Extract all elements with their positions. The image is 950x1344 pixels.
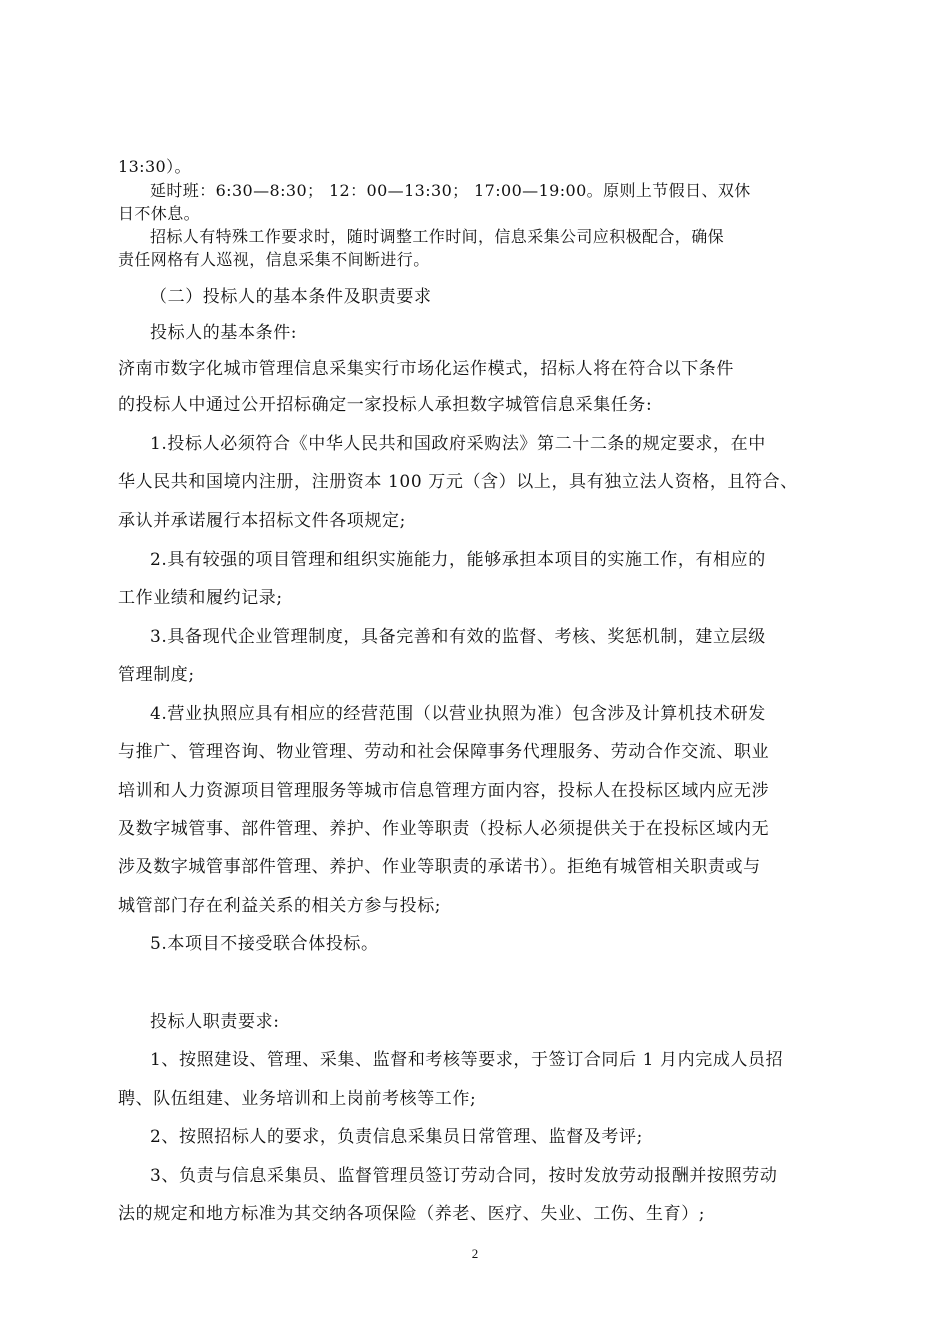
list-item-line: 法的规定和地方标准为其交纳各项保险（养老、医疗、失业、工伤、生育）;: [118, 1204, 706, 1224]
list-item-line: 培训和人力资源项目管理服务等城市信息管理方面内容，投标人在投标区域内应无涉: [118, 781, 770, 801]
list-item-line: 5.本项目不接受联合体投标。: [150, 934, 379, 954]
text-line: 延时班：6:30—8:30； 12：00—13:30； 17:00—19:00。原则上节假日、双休: [150, 181, 751, 200]
list-item-line: 4.营业执照应具有相应的经营范围（以营业执照为准）包含涉及计算机技术研发: [150, 704, 766, 724]
list-item-line: 涉及数字城管事部件管理、养护、作业等职责的承诺书）。拒绝有城管相关职责或与: [118, 857, 761, 877]
page-number: 2: [471, 1246, 479, 1261]
list-item-line: 华人民共和国境内注册，注册资本 100 万元（含）以上，具有独立法人资格，且符合、: [118, 472, 798, 492]
text-line: 的投标人中通过公开招标确定一家投标人承担数字城管信息采集任务:: [118, 395, 653, 415]
list-item-line: 1、按照建设、管理、采集、监督和考核等要求，于签订合同后 1 月内完成人员招: [150, 1050, 784, 1070]
list-item-line: 1.投标人必须符合《中华人民共和国政府采购法》第二十二条的规定要求，在中: [150, 434, 766, 454]
list-item-line: 3.具备现代企业管理制度，具备完善和有效的监督、考核、奖惩机制，建立层级: [150, 627, 766, 647]
subheading: 投标人的基本条件:: [150, 323, 298, 343]
text-line: 责任网格有人巡视，信息采集不间断进行。: [118, 250, 430, 269]
list-item-line: 工作业绩和履约记录;: [118, 588, 283, 608]
list-item-line: 3、负责与信息采集员、监督管理员签订劳动合同，按时发放劳动报酬并按照劳动: [150, 1166, 778, 1186]
text-line: 13:30）。: [118, 157, 191, 176]
list-item-line: 聘、队伍组建、业务培训和上岗前考核等工作;: [118, 1089, 477, 1109]
text-line: 日不休息。: [118, 204, 201, 223]
text-line: 招标人有特殊工作要求时，随时调整工作时间，信息采集公司应积极配合，确保: [150, 227, 725, 246]
list-item-line: 管理制度;: [118, 665, 195, 685]
list-item-line: 及数字城管事、部件管理、养护、作业等职责（投标人必须提供关于在投标区域内无: [118, 819, 770, 839]
list-item-line: 与推广、管理咨询、物业管理、劳动和社会保障事务代理服务、劳动合作交流、职业: [118, 742, 770, 762]
list-item-line: 城管部门存在利益关系的相关方参与投标;: [118, 896, 442, 916]
list-item-line: 2.具有较强的项目管理和组织实施能力，能够承担本项目的实施工作，有相应的: [150, 550, 766, 570]
section-heading: （二）投标人的基本条件及职责要求: [150, 287, 432, 307]
subheading: 投标人职责要求:: [150, 1012, 280, 1032]
list-item-line: 2、按照招标人的要求，负责信息采集员日常管理、监督及考评;: [150, 1127, 643, 1147]
text-line: 济南市数字化城市管理信息采集实行市场化运作模式，招标人将在符合以下条件: [118, 359, 734, 379]
list-item-line: 承认并承诺履行本招标文件各项规定;: [118, 511, 406, 531]
